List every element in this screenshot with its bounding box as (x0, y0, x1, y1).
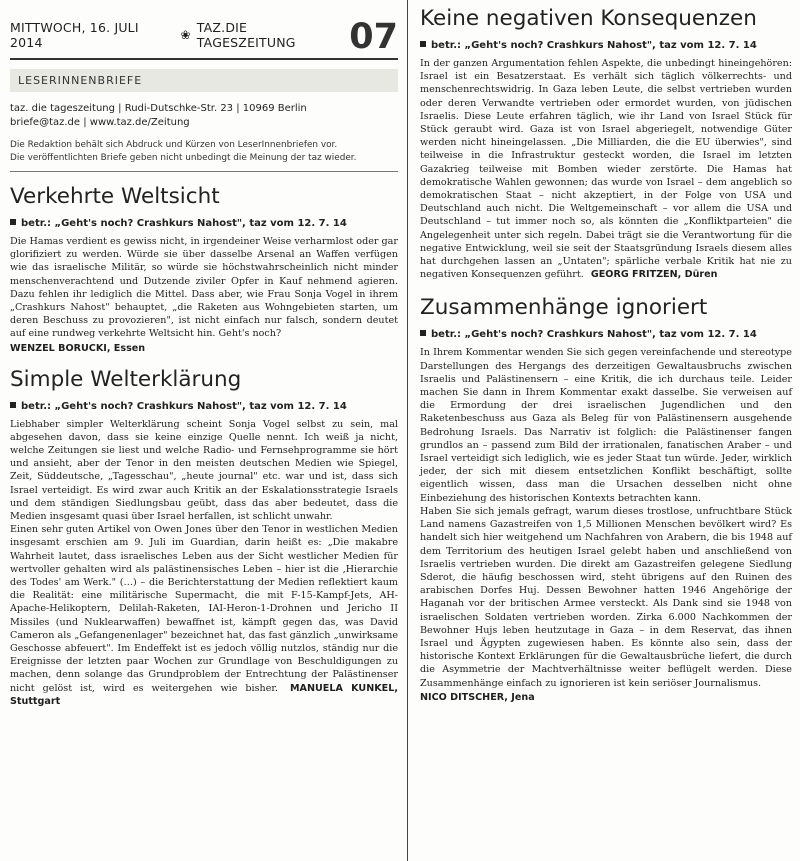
letter-body: Haben Sie sich jemals gefragt, warum dieses trostlose, unfruchtbare Stück Land namens Gazastreifen von 1,5 Millionen Menschen bevölkert wird? Es handelt sich hier weitgehend um Nachfahren von Arabern, die bis 1948 auf dem Territorium des heutigen Israel gelebt haben und anschließend von Israelis vertrieben wurden. Die direkt am Gazastreifen gelegene Siedlung Sderot, die häufig beschossen wird, steht übrigens auf den Ruinen des arabischen Dorfes Huj. Dessen Bewohner hatten 1946 Angehörige der Haganah vor der britischen Armee versteckt. Als Dank sind sie 1948 von israelischen Soldaten vertrieben worden. Zirka 6.000 Nachkommen der Bewohner Hujs leben heutzutage in Gaza – in dem Reservat, das ihnen Israel und Ägypten zugewiesen haben. Es könnte also sein, dass der historische Kontext Erklärungen für die Gewaltausbrüche liefert, die durch die Asymmetrie der Machtverhältnisse weiter beflügelt werden. Diese Zusammenhänge einfach zu ignorieren ist kein seriöser Journalismus. (420, 505, 792, 689)
letter-body: Einen sehr guten Artikel von Owen Jones über den Tenor in westlichen Medien insgesamt erschien am 9. Juli im Guardian, darin heißt es: „Die makabre Wahrheit lautet, dass israelisches Leben aus der Sicht westlicher Medien für wertvoller gehalten wird als palästinensisches Leben – hier ist die ‚Hierarchie des Todes' am Werk." (…) – die Berichterstattung der Medien reflektiert kaum die Realität: eine militärische Supermacht, die mit F-15-Kampf-Jets, AH-Apache-Helikoptern, Delilah-Raketen, IAI-Heron-1-Drohnen und Jericho II Missiles (und Nuklearwaffen) bewaffnet ist, kämpft gegen das, was David Cameron als „Gefangenenlager" bezeichnet hat, das fast gänzlich „unwirksame Geschosse abfeuert". Im Endeffekt ist es jedoch völlig nutzlos, ständig nur die Ereignisse der letzten paar Wochen zur Grundlage von Beschuldigungen zu machen, denn solange das Grundproblem der Entrechtung der Palästinenser nicht gelöst ist, wird es weitergehen wie bisher. MANUELA KUNKEL, Stuttgart (10, 524, 398, 707)
letter-author: NICO DITSCHER, Jena (420, 691, 535, 703)
letter-author: GEORG FRITZEN, Düren (590, 269, 718, 281)
letter-title: Keine negativen Konsequenzen (420, 6, 757, 31)
divider (10, 171, 398, 172)
paw-icon: ❀ (180, 28, 191, 42)
disclaimer-line: Die Redaktion behält sich Abdruck und Kürzen von LeserInnenbriefen vor. (10, 140, 338, 150)
letter-reference: betr.: „Geht's noch? Crashkurs Nahost", taz vom 12. 7. 14 (420, 40, 792, 51)
letter-body: In der ganzen Argumentation fehlen Aspekte, die unbedingt hineingehören: Israel ist ein Besatzerstaat. Es verhält sich täglich völkerrechts- und menschenrechtswidrig. In Gaza leben Leute, die selbst vertrieben wurden oder deren Verwandte vertrieben oder ermordet wurden, von jüdischen Israelis. Diese Leute erfahren täglich, wie ihr Land von Israel Stück für Stück geraubt wird. Gaza ist von Israel abgeriegelt, notwendige Güter werden nicht hineingelassen. „Die Milliarden, die die EU überwies", sind teilweise in die Infrastruktur gesteckt worden, die Israel im letzten Gazakrieg teilweise mit Bomben wieder zerstörte. Die Hamas hat demokratische Wahlen gewonnen; das wurde von Israel – dem angeblich so demokratischen Staat – nicht akzeptiert, in der Folge von USA und Deutschland auch nicht. Die Weltgemeinschaft – vor allem die USA und Deutschland – tut immer noch so, als könnten die „Konfliktparteien" die Angelegenheit unter sich regeln. Dabei trägt sie die Verantwortung für die negative Entwicklung, weil sie seit der Staatsgründung Israels diesem alles hat durchgehen lassen an „Untaten"; spärliche verbale Kritik hat nie zu negativen Konsequenzen geführt. GEORG FRITZEN, Düren (420, 58, 792, 281)
letter-simple-welterklaerung (10, 367, 398, 708)
disclaimer (10, 139, 398, 164)
letter-author: MANUELA KUNKEL, Stuttgart (10, 682, 398, 707)
paper-name: TAZ.DIE TAGESZEITUNG (196, 20, 296, 50)
square-bullet-icon (420, 41, 426, 47)
square-bullet-icon (10, 402, 16, 408)
disclaimer-line: Die veröffentlichten Briefe geben nicht unbedingt die Meinung der taz wieder. (10, 152, 357, 163)
letter-title: Simple Welterklärung (10, 366, 242, 392)
masthead (10, 6, 398, 60)
letter-reference: betr.: „Geht's noch? Crashkurs Nahost", taz vom 12. 7. 14 (10, 218, 398, 229)
letter-author: WENZEL BORUCKI, Essen (10, 342, 146, 354)
letter-title: Verkehrte Weltsicht (10, 184, 220, 209)
letter-verkehrte-weltsicht (10, 184, 398, 355)
date-line: MITTWOCH, 16. JULI 2014 (10, 20, 139, 50)
section-title: LESERINNENBRIEFE (10, 69, 398, 92)
contact-links[interactable]: briefe@taz.de | www.taz.de/Zeitung (10, 117, 190, 128)
square-bullet-icon (420, 330, 426, 336)
page-number: 07 (349, 17, 398, 57)
contact-address: taz. die tageszeitung | Rudi-Dutschke-Str. 23 | 10969 Berlin (10, 103, 307, 114)
letter-zusammenhaenge-ignoriert (420, 295, 792, 703)
letter-keine-negativen-konsequenzen (420, 6, 792, 281)
letter-reference: betr.: „Geht's noch? Crashkurs Nahost", taz vom 12. 7. 14 (10, 401, 398, 412)
letter-body: Die Hamas verdient es gewiss nicht, in irgendeiner Weise verharmlost oder gar glorifiziert zu werden. Würde sie über dasselbe Arsenal an Waffen verfügen wie das israelische Militär, so würde sie höchstwahrscheinlich nicht minder menschenverachtend und Dutzende ziviler Opfer in Kauf nehmend agieren. Dazu fehlen ihr lediglich die Mittel. Dass aber, wie Frau Sonja Vogel in ihrem „Crashkurs Nahost" behauptet, „die Raketen aus Wohngebieten starten, um deren Beschuss zu provozieren", ist nicht einfach nur falsch, sondern deutet auf eine rundweg verkehrte Weltsicht hin. Geht's noch? (10, 236, 398, 340)
masthead-info (10, 20, 349, 56)
letter-title: Zusammenhänge ignoriert (420, 295, 708, 321)
square-bullet-icon (10, 219, 16, 225)
contact-info (10, 102, 398, 130)
letter-reference: betr.: „Geht's noch? Crashkurs Nahost", taz vom 12. 7. 14 (420, 329, 792, 340)
letter-body: In Ihrem Kommentar wenden Sie sich gegen vereinfachende und stereotype Darstellungen des Hergangs des derzeitigen Gewaltausbruchs zwischen Israelis und Palästinensern – eine Kritik, die ich durchaus teile. Leider machen Sie dann in Ihrem Kommentar exakt dasselbe. Sie verweisen auf die Ermordung der drei israelischen Jugendlichen und den Raketenbeschuss aus Gaza als Beleg für von Palästinensern ausgehende Bedrohung Israels. Das Narrativ ist folglich: die Palästinenser fangen grundlos an – passend zum Bild der irrationalen, fanatischen Araber – und Israel verteidigt sich lediglich, wie es jeder Staat tun würde. Jeder, wirklich jeder, der sich mit diesem entsetzlichen Konflikt beschäftigt, sollte eigentlich wissen, dass man die Ursachen desselben nicht ohne Einbeziehung des historischen Kontexts betrachten kann. (420, 347, 792, 504)
right-column (407, 0, 800, 861)
letter-body: Liebhaber simpler Welterklärung scheint Sonja Vogel selbst zu sein, mal abgesehen davon, dass sie keine einzige Quelle nennt. Ich weiß ja nicht, welche Zeitungen sie liest und welche Radio- und Fernsehprogramme sie hört und ansieht, aber der Tenor in den meisten deutschen Medien wie Spiegel, Zeit, Süddeutsche, „Tagesschau", „heute journal" etc. war und ist, dass sich Israel verteidigt. Es wird zwar auch Kritik an der Eskalationsstrategie Israels und dem ständigen Siedlungsbau geübt, dass das aber bedeutet, dass die Medien insgesamt quasi über Israel herfallen, ist schlicht unwahr. (10, 418, 398, 523)
